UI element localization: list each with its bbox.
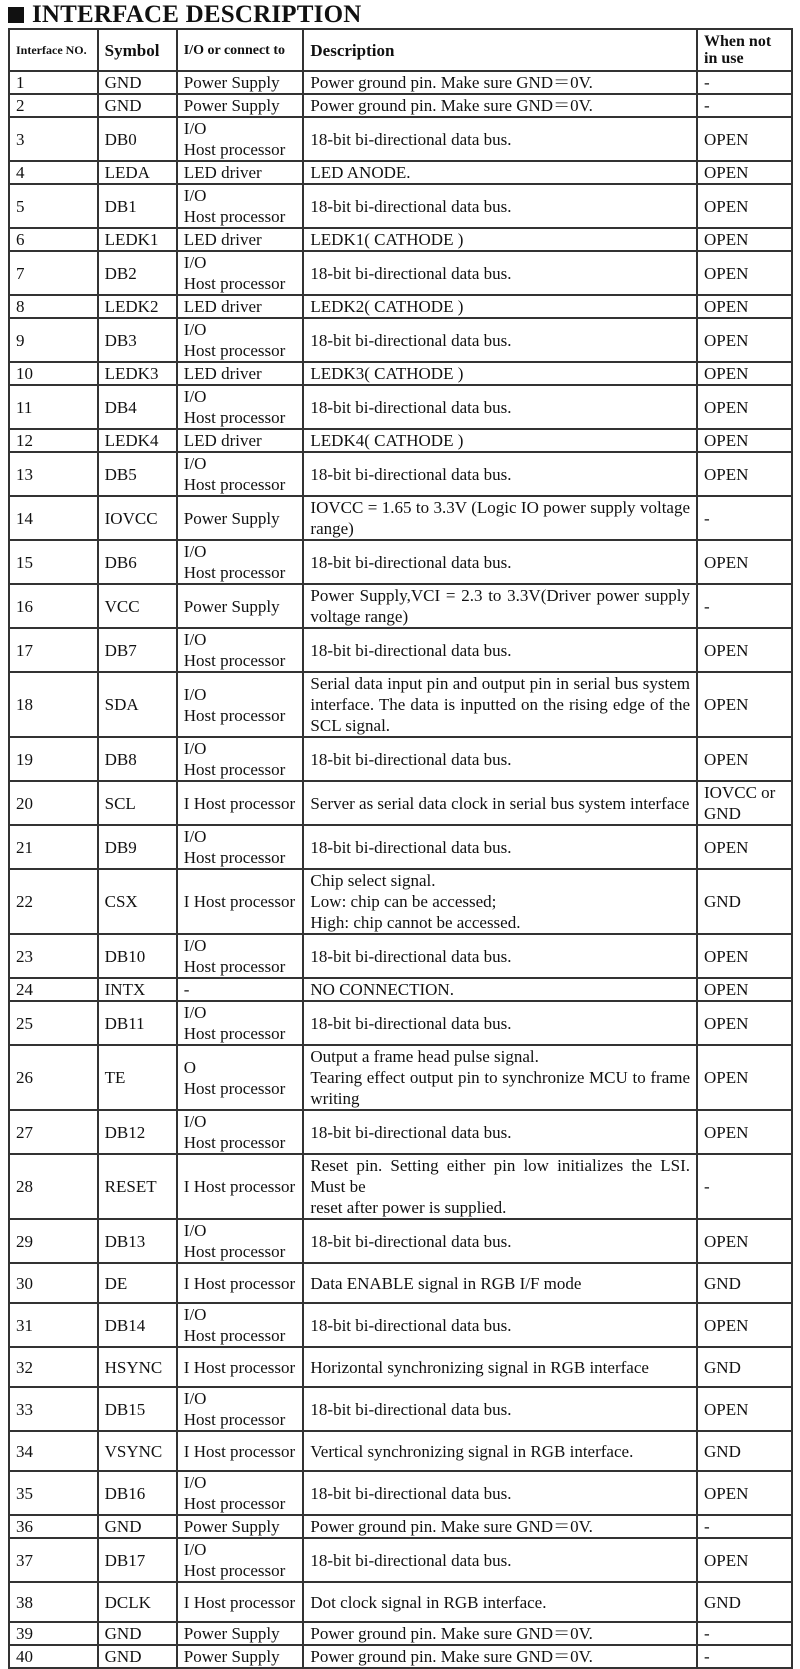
header-interface-no: Interface NO. [9,29,98,71]
cell-when-not-in-use: OPEN [697,1110,792,1154]
cell-interface-no: 26 [9,1045,98,1110]
table-row [9,1582,792,1622]
cell-symbol: LEDA [98,161,177,184]
cell-interface-no: 17 [9,628,98,672]
cell-description: Horizontal synchronizing signal in RGB interface [303,1347,697,1387]
cell-when-not-in-use: OPEN [697,628,792,672]
cell-io: I/O Host processor [177,385,304,429]
cell-description: 18-bit bi-directional data bus. [303,1110,697,1154]
cell-symbol: DB17 [98,1538,177,1582]
cell-when-not-in-use: OPEN [697,318,792,362]
cell-interface-no: 27 [9,1110,98,1154]
cell-description: LEDK3( CATHODE ) [303,362,697,385]
cell-io: I Host processor [177,1431,304,1471]
cell-symbol: HSYNC [98,1347,177,1387]
table-row [9,1515,792,1538]
cell-interface-no: 15 [9,540,98,584]
cell-symbol: GND [98,94,177,117]
cell-io: I/O Host processor [177,1110,304,1154]
cell-symbol: DB13 [98,1219,177,1263]
cell-interface-no: 14 [9,496,98,540]
cell-interface-no: 19 [9,737,98,781]
cell-description: 18-bit bi-directional data bus. [303,385,697,429]
table-row [9,781,792,825]
cell-interface-no: 30 [9,1263,98,1303]
cell-symbol: GND [98,1622,177,1645]
cell-interface-no: 40 [9,1645,98,1668]
cell-interface-no: 23 [9,934,98,978]
cell-interface-no: 29 [9,1219,98,1263]
cell-description: Serial data input pin and output pin in serial bus system interface. The data is inputted on the rising edge of the SCL signal. [303,672,697,737]
cell-io: Power Supply [177,1515,304,1538]
cell-description: Output a frame head pulse signal. Tearing effect output pin to synchronize MCU to frame writing [303,1045,697,1110]
cell-io: Power Supply [177,1622,304,1645]
cell-symbol: GND [98,71,177,94]
cell-when-not-in-use: GND [697,1263,792,1303]
table-row [9,385,792,429]
cell-symbol: IOVCC [98,496,177,540]
cell-description: 18-bit bi-directional data bus. [303,628,697,672]
cell-when-not-in-use: - [697,71,792,94]
table-row [9,1001,792,1045]
table-row [9,117,792,161]
table-row [9,94,792,117]
table-row [9,1219,792,1263]
cell-description: Power Supply,VCI = 2.3 to 3.3V(Driver power supply voltage range) [303,584,697,628]
cell-description: 18-bit bi-directional data bus. [303,1387,697,1431]
cell-when-not-in-use: OPEN [697,184,792,228]
cell-description: 18-bit bi-directional data bus. [303,117,697,161]
table-row [9,1471,792,1515]
cell-when-not-in-use: OPEN [697,117,792,161]
cell-symbol: GND [98,1645,177,1668]
cell-when-not-in-use: OPEN [697,161,792,184]
cell-when-not-in-use: OPEN [697,934,792,978]
cell-description: 18-bit bi-directional data bus. [303,1303,697,1347]
cell-when-not-in-use: OPEN [697,978,792,1001]
cell-when-not-in-use: OPEN [697,362,792,385]
cell-io: I Host processor [177,1347,304,1387]
cell-description: Reset pin. Setting either pin low initializes the LSI. Must be reset after power is supplied. [303,1154,697,1219]
cell-when-not-in-use: - [697,1154,792,1219]
cell-io: I/O Host processor [177,737,304,781]
cell-io: I/O Host processor [177,1471,304,1515]
cell-io: I/O Host processor [177,540,304,584]
cell-interface-no: 18 [9,672,98,737]
cell-interface-no: 24 [9,978,98,1001]
page-title-text: INTERFACE DESCRIPTION [32,1,362,28]
table-row [9,362,792,385]
table-row [9,540,792,584]
cell-symbol: DB6 [98,540,177,584]
cell-io: LED driver [177,228,304,251]
cell-interface-no: 32 [9,1347,98,1387]
cell-symbol: DB10 [98,934,177,978]
cell-description: 18-bit bi-directional data bus. [303,540,697,584]
table-row [9,934,792,978]
table-header-row [9,29,792,71]
cell-interface-no: 22 [9,869,98,934]
cell-interface-no: 36 [9,1515,98,1538]
cell-io: I Host processor [177,781,304,825]
cell-symbol: SDA [98,672,177,737]
cell-when-not-in-use: OPEN [697,251,792,295]
table-row [9,228,792,251]
header-description: Description [303,29,697,71]
cell-when-not-in-use: OPEN [697,825,792,869]
cell-interface-no: 11 [9,385,98,429]
cell-io: I/O Host processor [177,1303,304,1347]
cell-io: I/O Host processor [177,318,304,362]
cell-symbol: DB0 [98,117,177,161]
table-body [9,71,792,1668]
cell-when-not-in-use: OPEN [697,1219,792,1263]
cell-io: I Host processor [177,869,304,934]
cell-interface-no: 7 [9,251,98,295]
cell-io: I/O Host processor [177,184,304,228]
cell-symbol: DB11 [98,1001,177,1045]
cell-io: I/O Host processor [177,452,304,496]
cell-description: 18-bit bi-directional data bus. [303,934,697,978]
cell-when-not-in-use: GND [697,869,792,934]
cell-io: I Host processor [177,1582,304,1622]
table-row [9,184,792,228]
table-row [9,737,792,781]
cell-interface-no: 37 [9,1538,98,1582]
cell-description: Dot clock signal in RGB interface. [303,1582,697,1622]
header-symbol: Symbol [98,29,177,71]
cell-interface-no: 3 [9,117,98,161]
table-row [9,869,792,934]
cell-symbol: RESET [98,1154,177,1219]
cell-interface-no: 9 [9,318,98,362]
cell-symbol: LEDK1 [98,228,177,251]
cell-description: Power ground pin. Make sure GND＝0V. [303,1515,697,1538]
cell-io: I/O Host processor [177,628,304,672]
cell-io: I/O Host processor [177,1001,304,1045]
cell-interface-no: 13 [9,452,98,496]
cell-io: Power Supply [177,94,304,117]
table-row [9,1347,792,1387]
table-row [9,1110,792,1154]
cell-description: 18-bit bi-directional data bus. [303,251,697,295]
cell-symbol: DB3 [98,318,177,362]
table-row [9,628,792,672]
header-io: I/O or connect to [177,29,304,71]
cell-description: 18-bit bi-directional data bus. [303,737,697,781]
cell-description: Data ENABLE signal in RGB I/F mode [303,1263,697,1303]
interface-table [8,28,793,1669]
cell-io: I/O Host processor [177,1538,304,1582]
cell-io: I/O Host processor [177,251,304,295]
cell-when-not-in-use: OPEN [697,1045,792,1110]
cell-interface-no: 21 [9,825,98,869]
table-row [9,825,792,869]
cell-symbol: DB16 [98,1471,177,1515]
cell-interface-no: 12 [9,429,98,452]
cell-description: Power ground pin. Make sure GND＝0V. [303,71,697,94]
cell-io: I/O Host processor [177,934,304,978]
cell-when-not-in-use: - [697,94,792,117]
cell-when-not-in-use: - [697,1645,792,1668]
cell-interface-no: 6 [9,228,98,251]
cell-io: - [177,978,304,1001]
cell-symbol: DB9 [98,825,177,869]
table-row [9,1387,792,1431]
cell-when-not-in-use: OPEN [697,295,792,318]
table-row [9,318,792,362]
cell-symbol: DCLK [98,1582,177,1622]
cell-description: NO CONNECTION. [303,978,697,1001]
cell-description: 18-bit bi-directional data bus. [303,1219,697,1263]
cell-symbol: DE [98,1263,177,1303]
cell-io: I Host processor [177,1263,304,1303]
cell-description: LEDK1( CATHODE ) [303,228,697,251]
cell-when-not-in-use: OPEN [697,1303,792,1347]
cell-io: LED driver [177,429,304,452]
cell-when-not-in-use: IOVCC or GND [697,781,792,825]
cell-interface-no: 8 [9,295,98,318]
table-row [9,1263,792,1303]
cell-symbol: LEDK4 [98,429,177,452]
cell-symbol: VSYNC [98,1431,177,1471]
cell-interface-no: 25 [9,1001,98,1045]
cell-description: Server as serial data clock in serial bus system interface [303,781,697,825]
cell-interface-no: 33 [9,1387,98,1431]
cell-io: I/O Host processor [177,825,304,869]
cell-io: I/O Host processor [177,1219,304,1263]
cell-symbol: DB7 [98,628,177,672]
cell-symbol: DB14 [98,1303,177,1347]
cell-interface-no: 4 [9,161,98,184]
cell-when-not-in-use: OPEN [697,1538,792,1582]
cell-when-not-in-use: GND [697,1347,792,1387]
cell-when-not-in-use: - [697,1515,792,1538]
cell-description: 18-bit bi-directional data bus. [303,1538,697,1582]
cell-symbol: LEDK2 [98,295,177,318]
cell-io: I/O Host processor [177,1387,304,1431]
table-row [9,496,792,540]
table-row [9,71,792,94]
table-row [9,1303,792,1347]
cell-interface-no: 31 [9,1303,98,1347]
table-row [9,1431,792,1471]
cell-description: 18-bit bi-directional data bus. [303,318,697,362]
cell-description: LEDK4( CATHODE ) [303,429,697,452]
cell-interface-no: 10 [9,362,98,385]
table-row [9,1154,792,1219]
cell-symbol: DB12 [98,1110,177,1154]
cell-symbol: INTX [98,978,177,1001]
cell-io: O Host processor [177,1045,304,1110]
cell-symbol: DB2 [98,251,177,295]
table-row [9,1645,792,1668]
cell-description: 18-bit bi-directional data bus. [303,1471,697,1515]
cell-when-not-in-use: OPEN [697,228,792,251]
table-row [9,584,792,628]
cell-when-not-in-use: OPEN [697,385,792,429]
cell-when-not-in-use: - [697,496,792,540]
cell-io: LED driver [177,362,304,385]
cell-description: LEDK2( CATHODE ) [303,295,697,318]
cell-symbol: TE [98,1045,177,1110]
cell-symbol: VCC [98,584,177,628]
cell-when-not-in-use: OPEN [697,1471,792,1515]
table-row [9,978,792,1001]
cell-io: I/O Host processor [177,117,304,161]
cell-description: Power ground pin. Make sure GND＝0V. [303,1622,697,1645]
black-square-icon [8,7,24,23]
cell-interface-no: 16 [9,584,98,628]
cell-io: LED driver [177,295,304,318]
cell-interface-no: 35 [9,1471,98,1515]
cell-symbol: GND [98,1515,177,1538]
cell-symbol: CSX [98,869,177,934]
cell-description: Power ground pin. Make sure GND＝0V. [303,1645,697,1668]
cell-description: Vertical synchronizing signal in RGB interface. [303,1431,697,1471]
cell-symbol: DB15 [98,1387,177,1431]
cell-io: LED driver [177,161,304,184]
cell-description: 18-bit bi-directional data bus. [303,184,697,228]
cell-when-not-in-use: GND [697,1582,792,1622]
cell-symbol: DB1 [98,184,177,228]
cell-description: 18-bit bi-directional data bus. [303,452,697,496]
table-row [9,295,792,318]
table-row [9,429,792,452]
cell-symbol: LEDK3 [98,362,177,385]
cell-description: Power ground pin. Make sure GND＝0V. [303,94,697,117]
cell-symbol: DB5 [98,452,177,496]
table-row [9,251,792,295]
cell-when-not-in-use: GND [697,1431,792,1471]
cell-interface-no: 38 [9,1582,98,1622]
cell-io: Power Supply [177,1645,304,1668]
cell-description: 18-bit bi-directional data bus. [303,1001,697,1045]
cell-interface-no: 1 [9,71,98,94]
page-title [8,2,361,28]
cell-interface-no: 39 [9,1622,98,1645]
cell-description: LED ANODE. [303,161,697,184]
cell-description: IOVCC = 1.65 to 3.3V (Logic IO power supply voltage range) [303,496,697,540]
cell-description: Chip select signal. Low: chip can be accessed; High: chip cannot be accessed. [303,869,697,934]
cell-symbol: DB8 [98,737,177,781]
cell-when-not-in-use: OPEN [697,429,792,452]
cell-interface-no: 28 [9,1154,98,1219]
cell-interface-no: 20 [9,781,98,825]
cell-when-not-in-use: OPEN [697,672,792,737]
cell-symbol: DB4 [98,385,177,429]
cell-when-not-in-use: OPEN [697,540,792,584]
table-row [9,452,792,496]
cell-symbol: SCL [98,781,177,825]
cell-when-not-in-use: OPEN [697,737,792,781]
cell-io: Power Supply [177,496,304,540]
cell-interface-no: 2 [9,94,98,117]
table-row [9,1045,792,1110]
cell-when-not-in-use: - [697,584,792,628]
cell-when-not-in-use: - [697,1622,792,1645]
table-row [9,161,792,184]
cell-io: I/O Host processor [177,672,304,737]
header-when-not-in-use: When not in use [697,29,792,71]
cell-when-not-in-use: OPEN [697,452,792,496]
cell-description: 18-bit bi-directional data bus. [303,825,697,869]
cell-interface-no: 5 [9,184,98,228]
table-row [9,672,792,737]
cell-interface-no: 34 [9,1431,98,1471]
table-row [9,1538,792,1582]
cell-io: Power Supply [177,71,304,94]
cell-io: Power Supply [177,584,304,628]
table-row [9,1622,792,1645]
cell-when-not-in-use: OPEN [697,1387,792,1431]
cell-when-not-in-use: OPEN [697,1001,792,1045]
cell-io: I Host processor [177,1154,304,1219]
